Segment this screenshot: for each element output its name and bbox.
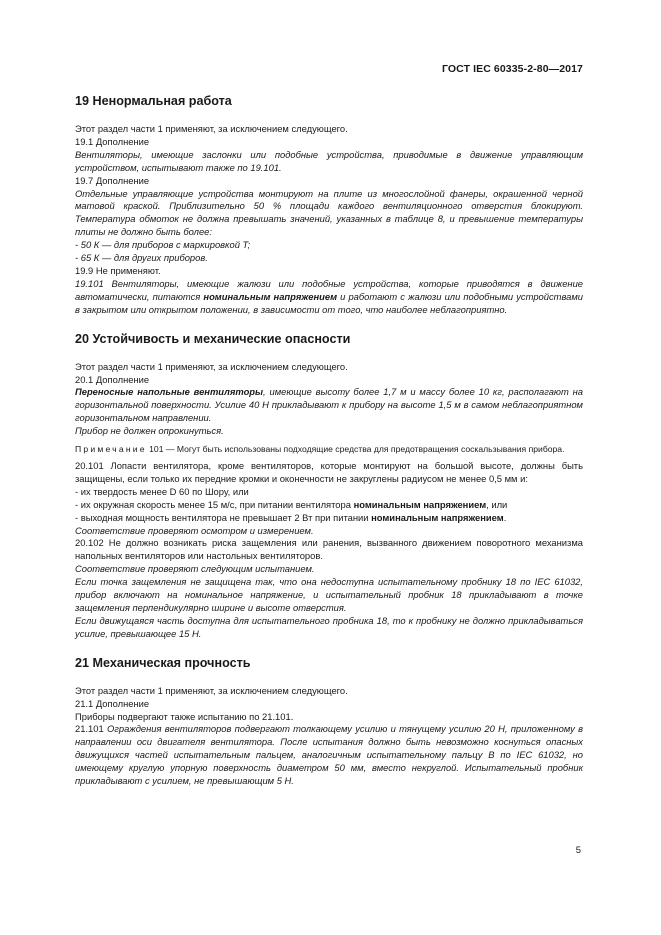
- list-item: [75, 499, 583, 512]
- note-label: Примечание: [75, 444, 147, 455]
- paragraph: 19.1 Дополнение: [75, 135, 150, 147]
- text-run: , или: [486, 498, 508, 510]
- text-run: и работают с жалюзи или подобными устройствами в закрытом или открытом положении, в зависимости от того, что наиболее неблагоприятно.: [75, 290, 583, 315]
- note-text: 101 — Могут быть использованы подходящие средства для предотвращения соскальзывания прибора.: [146, 444, 565, 455]
- text-run: 21.101: [75, 723, 107, 735]
- paragraph: 20.101 Лопасти вентилятора, кроме вентиляторов, которые монтируют на большой высоте, должны быть защищены, если только их передние кромки и оконечности не закруглены радиусом не менее 0,5 мм и:: [75, 460, 583, 484]
- text-run: Ограждения вентиляторов подвергают толкающему усилию и тянущему усилию 20 Н, приложенному в направлении оси двигателя вентилятора. После испытания должно быть невозможно коснуться опасных движущихся частей испытательным пальцем, аналогичным испытательному пальцу B по IEC 61032, но имеющему круглую упорную поверхность диаметром 50 мм, вместо некруглой. Испытательный пробник прикладывают с усилием, не превышающим 5 Н.: [75, 723, 583, 787]
- section-20: [75, 331, 583, 641]
- paragraph: 20.1 Дополнение: [75, 373, 150, 385]
- defined-term: номинальным напряжением: [371, 511, 504, 523]
- list-item: - 50 К — для приборов с маркировкой T;: [75, 239, 251, 251]
- section-title: 19 Ненормальная работа: [75, 94, 232, 108]
- list-item: - 65 К — для других приборов.: [75, 252, 208, 264]
- page-number: 5: [575, 845, 581, 856]
- paragraph: 20.102 Не должно возникать риска защемления или ранения, вызванного движением поворотного механизма напольных вентиляторов или настольных вентиляторов.: [75, 537, 583, 562]
- list-item: [75, 512, 583, 525]
- paragraph: Отдельные управляющие устройства монтируют на плите из многослойной фанеры, окрашенной черной матовой краской. Приблизительно 50 % площади каждого вентиляционного отверстия блокируют. Температура обмоток не должна превышать значений, указанных в таблице 8, и превышение температуры плиты не должно быть более:: [75, 187, 583, 238]
- paragraph: 21.1 Дополнение: [75, 697, 150, 709]
- paragraph: Этот раздел части 1 применяют, за исключением следующего.: [75, 123, 348, 134]
- text-run: , имеющие высоту более 1,7 м и массу более 10 кг, располагают на горизонтальной поверхности. Усилие 40 Н прикладывают к прибору на высоте 1,5 м в самом неблагоприятном горизонтальном направлении.: [75, 386, 583, 424]
- text-run: 19.101 Вентиляторы, имеющие жалюзи или подобные устройства, которые приводятся в движение автоматически, питаются: [75, 277, 583, 302]
- section-21: [75, 655, 583, 788]
- paragraph: [75, 278, 583, 317]
- paragraph: Приборы подвергают также испытанию по 21.101.: [75, 710, 294, 722]
- defined-term: номинальным напряжением: [353, 498, 487, 510]
- paragraph: Если движущаяся часть доступна для испытательного пробника 18, то к пробнику не должно прикладываться усилие, превышающее 15 Н.: [75, 614, 583, 639]
- paragraph: Этот раздел части 1 применяют, за исключением следующего.: [75, 684, 348, 696]
- paragraph: 19.7 Дополнение: [75, 174, 150, 186]
- list-item: - их твердость менее D 60 по Шору, или: [75, 485, 249, 497]
- paragraph: Прибор не должен опрокинуться.: [75, 425, 224, 437]
- section-19: [75, 93, 583, 317]
- document-body: [75, 93, 583, 788]
- paragraph: 19.9 Не применяют.: [75, 264, 161, 276]
- text-run: - их окружная скорость менее 15 м/с, при питании вентилятора: [75, 498, 354, 510]
- note: [75, 443, 583, 455]
- section-title: 21 Механическая прочность: [75, 655, 251, 670]
- defined-term: Переносные напольные вентиляторы: [75, 386, 264, 398]
- paragraph: Этот раздел части 1 применяют, за исключением следующего.: [75, 360, 348, 372]
- text-run: - выходная мощность вентилятора не превышает 2 Вт при питании: [75, 511, 372, 523]
- text-run: .: [503, 511, 507, 523]
- paragraph: Соответствие проверяют осмотром и измерением.: [75, 524, 314, 536]
- paragraph: Вентиляторы, имеющие заслонки или подобные устройства, приводимые в движение управляющим устройством, испытывают также по 19.101.: [75, 148, 583, 173]
- paragraph: Если точка защемления не защищена так, что она недоступна испытательному пробнику 18 по IEC 61032, прибор включают на номинальное напряжение, и испытательный пробник 18 прикладывают в точке защемления перпендикулярно ширине и высоте отверстия.: [75, 576, 583, 613]
- section-title: 20 Устойчивость и механические опасности: [75, 331, 351, 346]
- paragraph: [75, 723, 583, 788]
- paragraph: Соответствие проверяют следующим испытанием.: [75, 563, 315, 575]
- defined-term: номинальным напряжением: [203, 290, 338, 302]
- standard-header: ГОСТ IEC 60335-2-80—2017: [441, 63, 583, 75]
- paragraph: [75, 386, 583, 425]
